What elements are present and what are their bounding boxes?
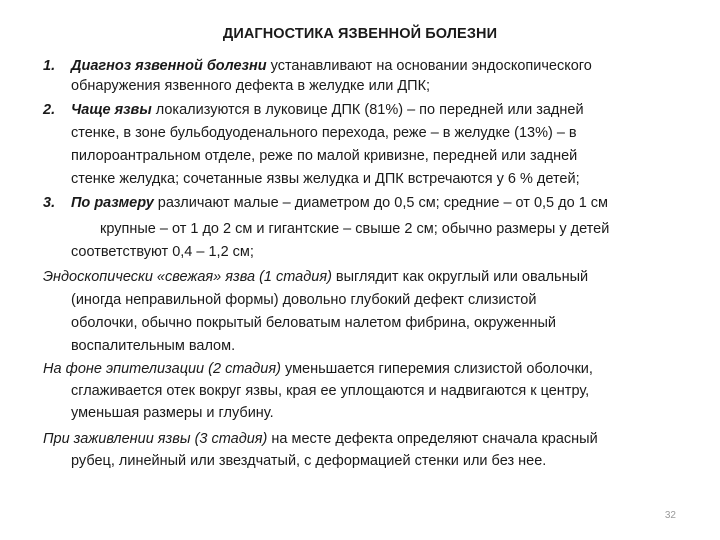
list-number: 3.: [43, 195, 56, 211]
list-item-text: локализуются в луковице ДПК (81%) – по передней или задней: [151, 102, 584, 118]
paragraph-text: на месте дефекта определяют сначала красный: [267, 431, 598, 447]
list-number: 2.: [43, 102, 56, 118]
list-item-text: крупные – от 1 до 2 см и гигантские – свыше 2 см; обычно размеры у детей: [100, 221, 610, 237]
paragraph-line: [43, 430, 598, 448]
paragraph-text: выглядит как округлый или овальный: [331, 269, 589, 285]
paragraph-text: (иногда неправильной формы) довольно глубокий дефект слизистой: [71, 292, 537, 308]
list-item-line: [71, 57, 592, 75]
paragraph-line: [43, 268, 588, 286]
paragraph-lead: Эндоскопически «свежая» язва (1 стадия): [43, 269, 332, 285]
list-item-lead: Диагноз язвенной болезни: [71, 58, 267, 74]
list-item-line: [71, 194, 608, 212]
list-item-text: различают малые – диаметром до 0,5 см; средние – от 0,5 до 1 см: [153, 195, 609, 211]
page-number: 32: [664, 510, 676, 521]
list-item-text: обнаружения язвенного дефекта в желудке или ДПК;: [71, 78, 431, 94]
paragraph-lead: При заживлении язвы (3 стадия): [43, 431, 268, 447]
list-item-text: пилороантральном отделе, реже по малой кривизне, передней или задней: [71, 148, 578, 164]
paragraph-text: уменьшается гиперемия слизистой оболочки,: [280, 361, 593, 377]
list-item-lead: Чаще язвы: [71, 102, 152, 118]
list-item-text: стенке, в зоне бульбодуоденального перехода, реже – в желудке (13%) – в: [71, 125, 577, 141]
paragraph-text: оболочки, обычно покрытый беловатым налетом фибрина, окруженный: [71, 315, 556, 331]
list-item-text: устанавливают на основании эндоскопического: [266, 58, 592, 74]
paragraph-text: рубец, линейный или звездчатый, с деформацией стенки или без нее.: [71, 453, 547, 469]
paragraph-text: воспалительным валом.: [71, 338, 236, 354]
paragraph-text: уменьшая размеры и глубину.: [71, 405, 274, 421]
page-title: ДИАГНОСТИКА ЯЗВЕННОЙ БОЛЕЗНИ: [222, 26, 498, 42]
paragraph-line: [43, 360, 593, 378]
paragraph-text: сглаживается отек вокруг язвы, края ее уплощаются и надвигаются к центру,: [71, 383, 590, 399]
list-item-lead: По размеру: [71, 195, 154, 211]
paragraph-lead: На фоне эпителизации (2 стадия): [43, 361, 281, 377]
list-item-text: стенке желудка; сочетанные язвы желудка и ДПК встречаются у 6 % детей;: [71, 171, 580, 187]
list-item-text: соответствуют 0,4 – 1,2 см;: [71, 244, 254, 260]
list-number: 1.: [43, 58, 56, 74]
list-item-line: [71, 101, 584, 119]
